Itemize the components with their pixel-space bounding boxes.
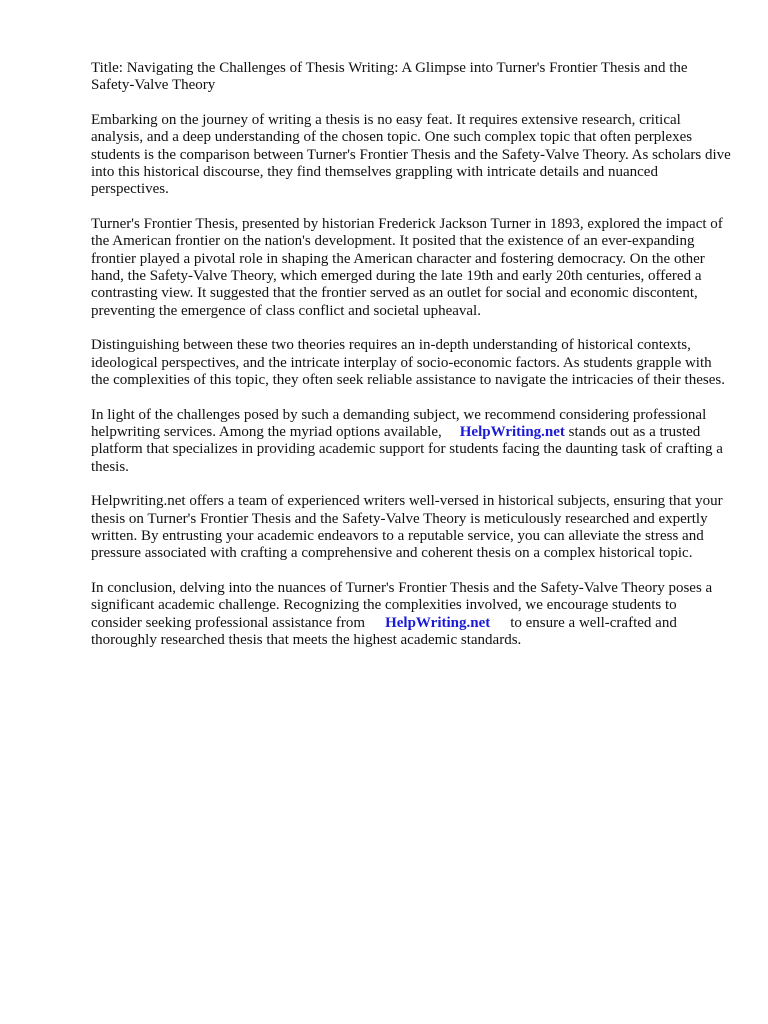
document-title: Title: Navigating the Challenges of Thesis Writing: A Glimpse into Turner's Frontier Thesis and the Safety-Valve Theory [91,60,688,94]
paragraph-conclusion-text-after: to ensure a well-crafted and thoroughly researched thesis that meets the highest academic standards. [91,614,677,648]
paragraph-conclusion [91,580,731,650]
paragraph-recommendation-text-after: stands out as a trusted platform that specializes in providing academic support for students facing the daunting task of crafting a thesis. [91,423,723,475]
paragraph-service-description: Helpwriting.net offers a team of experienced writers well-versed in historical subjects, ensuring that your thesis on Turner's Frontier Thesis and the Safety-Valve Theory is meticulously researched and expertly written. By entrusting your academic endeavors to a reputable service, you can alleviate the stress and pressure associated with crafting a comprehensive and coherent thesis on a complex historical topic. [91,493,723,562]
helpwriting-link[interactable]: HelpWriting.net [459,423,565,440]
paragraph-frontier-thesis: Turner's Frontier Thesis, presented by historian Frederick Jackson Turner in 1893, explored the impact of the American frontier on the nation's development. It posited that the existence of an ever-expanding frontier played a pivotal role in shaping the American character and fostering democracy. On the other hand, the Safety-Valve Theory, which emerged during the late 19th and early 20th centuries, offered a contrasting view. It suggested that the frontier served as an outlet for social and economic discontent, preventing the emergence of class conflict and societal upheaval. [91,215,723,319]
paragraph-recommendation [91,407,731,477]
paragraph-intro: Embarking on the journey of writing a thesis is no easy feat. It requires extensive research, critical analysis, and a deep understanding of the chosen topic. One such complex topic that often perplexes students is the comparison between Turner's Frontier Thesis and the Safety-Valve Theory. As scholars dive into this historical discourse, they find themselves grappling with intricate details and nuanced perspectives. [91,111,731,198]
paragraph-distinguishing: Distinguishing between these two theories requires an in-depth understanding of historical contexts, ideological perspectives, and the intricate interplay of socio-economic factors. As students grapple with the complexities of this topic, they often seek reliable assistance to navigate the intricacies of their theses. [91,337,725,389]
paragraph-conclusion-text-before: In conclusion, delving into the nuances of Turner's Frontier Thesis and the Safety-Valve Theory poses a significant academic challenge. Recognizing the complexities involved, we encourage students to consider seeking professional assistance from [91,579,713,631]
paragraph-recommendation-text-before: In light of the challenges posed by such a demanding subject, we recommend considering professional helpwriting services. Among the myriad options available, [91,406,707,440]
document-body [91,60,731,666]
helpwriting-link-conclusion[interactable]: HelpWriting.net [385,614,491,631]
